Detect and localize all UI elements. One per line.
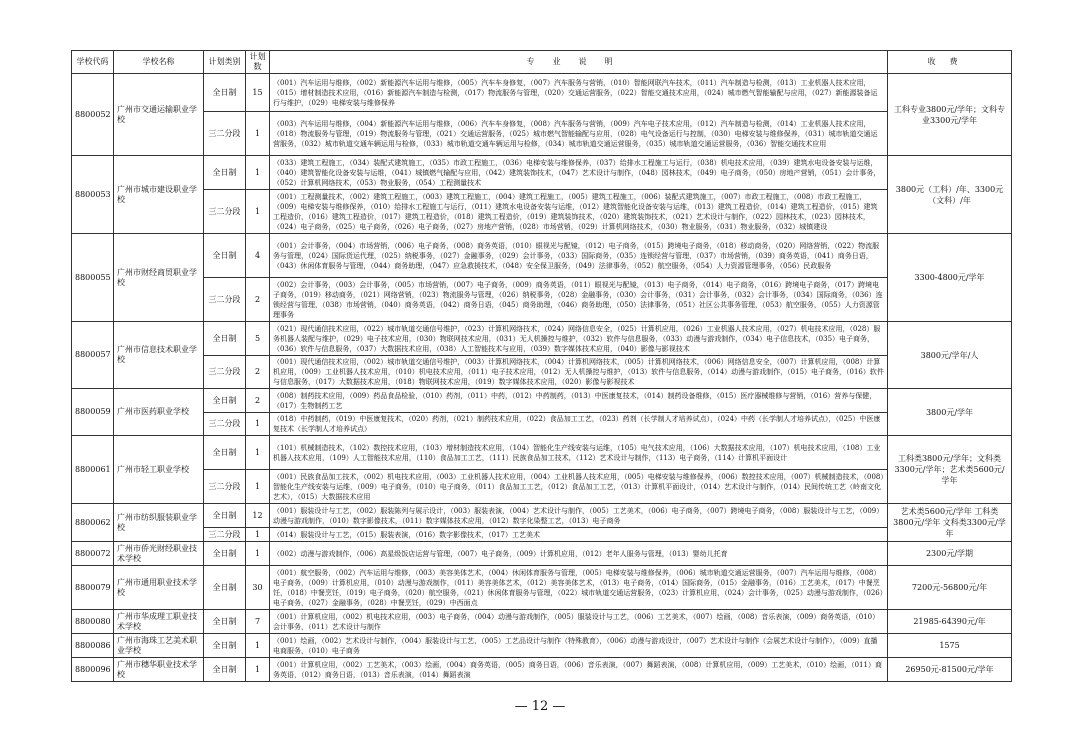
table-row [72, 278, 1012, 322]
school-name: 广州市侨光财经职业技术学校 [114, 542, 204, 566]
plan-type: 全日制 [204, 634, 246, 658]
plan-type: 三二分段 [204, 190, 246, 234]
table-row [72, 74, 1012, 112]
school-code: 8800055 [72, 234, 114, 322]
table-row [72, 542, 1012, 566]
fee-value: 7200元-56800元/年 [888, 566, 1012, 610]
plan-type: 全日制 [204, 566, 246, 610]
major-list: （001）现代通信技术应用，（002）城市轨道交通信号维护，（003）计算机网络技术，（004）计算机网络技术，（005）计算机网络技术，（006）网络信息安全，（007）计算机应用，（008）计算机应用，（009）工业机器人技术应用，（010）机电技术应用，（011）电子技术应用，（012）无人机操控与维护，（013）软件与信息服务，（014）动漫与游戏制作，（015）电子商务，（016）软件与信息服务，（017）大数据技术应用，（018）物联网技术应用，（019）数字媒体技术应用，（020）影像与影视技术 [270, 356, 888, 389]
major-list: （001）服装设计与工艺，（002）服装陈列与展示设计，（003）服装表演，（004）艺术设计与制作，（005）工艺美术，（006）电子商务，（007）跨境电子商务，（008）服装设计与工艺，（009）动漫与游戏制作，（010）数字影像技术，（011）数字媒体技术应用，（012）数字化染整工艺，（013）电子商务 [270, 504, 888, 528]
major-list: （001）会计事务，（004）市场营销，（006）电子商务，（008）商务英语，（010）眼视光与配镜，（012）电子商务，（015）跨境电子商务，（018）移动商务，（020）网络营销，（022）物流服务与管理，（024）国际货运代理，（025）纳税事务，（027）金融事务，（029）会计事务，（033）国际商务，（035）连锁经营与管理，（037）市场营销，（039）商务英语，（041）商务日语，（043）休闲体育服务与管理，（044）商务助理，（047）应急救援技术，（048）安全保卫服务，（049）法律事务，（052）航空服务，（054）人力资源管理事务，（056）民政服务 [270, 234, 888, 278]
enrollment-table [71, 50, 1012, 682]
table-row [72, 658, 1012, 682]
plan-count: 1 [246, 436, 270, 470]
table-row [72, 566, 1012, 610]
major-list: （101）机械制造技术，（102）数控技术应用，（103）增材制造技术应用，（104）智能化生产线安装与运维，（105）电气技术应用，（106）大数据技术应用，（107）机电技术应用，（108）工业机器人技术应用，（109）人工智能技术应用，（110）食品加工工艺，（111）民族食品加工技术，（112）艺术设计与制作，（113）电子商务，（114）计算机平面设计 [270, 436, 888, 470]
plan-count: 30 [246, 566, 270, 610]
plan-type: 全日制 [204, 658, 246, 682]
school-name: 广州市财经商贸职业学校 [114, 234, 204, 322]
major-list: （021）现代通信技术应用，（022）城市轨道交通信号维护，（023）计算机网络技术，（024）网络信息安全，（025）计算机应用，（026）工业机器人技术应用，（027）机电技术应用，（028）服务机器人装配与维护，（029）电子技术应用，（030）物联网技术应用，（031）无人机操控与维护，（032）软件与信息服务，（033）动漫与游戏制作，（034）电子信息技术，（035）电子商务，（036）软件与信息服务，（037）大数据技术应用，（038）人工智能技术与应用，（039）数字媒体技术应用，（040）影像与影视技术 [270, 322, 888, 356]
plan-type: 三二分段 [204, 413, 246, 436]
plan-count: 1 [246, 413, 270, 436]
table-row [72, 413, 1012, 436]
plan-type: 全日制 [204, 389, 246, 413]
school-name: 广州市华成理工职业技术学校 [114, 610, 204, 634]
plan-type: 三二分段 [204, 278, 246, 322]
plan-type: 全日制 [204, 542, 246, 566]
school-name: 广州市医药职业学校 [114, 389, 204, 436]
header-school-code: 学校代码 [72, 51, 114, 74]
plan-type: 全日制 [204, 322, 246, 356]
fee-value: 3800元/学年 [888, 389, 1012, 436]
plan-count: 1 [246, 528, 270, 542]
fee-value: 工科专业3800元/学年；文科专业3300元/学年 [888, 74, 1012, 156]
major-list: （002）动漫与游戏制作，（006）高星级饭店运营与管理，（007）电子商务，（009）计算机应用，（012）老年人服务与管理，（013）婴幼儿托育 [270, 542, 888, 566]
school-code: 8800057 [72, 322, 114, 389]
school-name: 广州市信息技术职业学校 [114, 322, 204, 389]
major-list: （001）工程测量技术，（002）建筑工程施工，（003）建筑工程施工，（004）建筑工程施工，（005）建筑工程施工，（006）装配式建筑施工，（007）市政工程施工，（008）市政工程施工，（009）电梯安装与维修保养，（010）给排水工程施工与运行，（011）建筑水电设备安装与运维，（012）建筑智能化设备安装与运维，（013）建筑工程造价，（014）建筑工程造价，（015）建筑工程造价，（016）建筑工程造价，（017）建筑工程造价，（018）建筑工程造价，（019）建筑装饰技术，（020）建筑装饰技术，（021）艺术设计与制作，（022）园林技术，（023）园林技术，（024）电子商务，（025）电子商务，（026）电子商务，（027）房地产营销，（028）市场营销，（029）计算机网络技术，（030）物业服务，（031）物业服务，（032）城镇建设 [270, 190, 888, 234]
school-code: 8800052 [72, 74, 114, 156]
header-major-description: 专业说明 [270, 51, 888, 74]
major-list: （001）绘画，（002）艺术设计与制作，（004）服装设计与工艺，（005）工艺品设计与制作（特殊教育），（006）动漫与游戏设计，（007）艺术设计与制作（会展艺术设计与制作），（009）直播电商服务，（010）电子商务 [270, 634, 888, 658]
major-list: （002）会计事务，（003）会计事务，（005）市场营销，（007）电子商务，（009）商务英语，（011）眼视光与配镜，（013）电子商务，（014）电子商务，（016）跨境电子商务，（017）跨境电子商务，（019）移动商务，（021）网络营销，（023）物流服务与管理，（026）纳税事务，（028）金融事务，（030）会计事务，（031）会计事务，（032）会计事务，（034）国际商务，（036）连锁经营与管理，（038）市场营销，（040）商务英语，（042）商务日语，（045）商务助理，（046）商务助理，（050）法律事务，（051）社区公共事务管理，（053）航空服务，（055）人力资源管理事务 [270, 278, 888, 322]
major-list: （001）航空服务，（002）汽车运用与维修，（003）美容美体艺术，（004）休闲体育服务与管理，（005）电梯安装与维修保养，（006）城市轨道交通运营服务，（007）汽车运用与维修，（008）电子商务，（009）计算机应用，（010）动漫与游戏制作，（011）美容美体艺术，（012）美容美体艺术，（013）电子商务，（014）国际商务，（015）金融事务，（016）工艺美术，（017）中餐烹饪，（018）中餐烹饪，（019）电子商务，（020）航空服务，（021）休闲体育服务与管理，（022）城市轨道交通运营服务，（023）计算机应用，（024）会计事务，（025）动漫与游戏制作，（026）电子商务，（027）金融事务，（028）中餐烹饪，（029）中西面点 [270, 566, 888, 610]
plan-count: 5 [246, 322, 270, 356]
fee-value: 26950元-81500元/学年 [888, 658, 1012, 682]
table-row [72, 610, 1012, 634]
plan-count: 2 [246, 278, 270, 322]
school-code: 8800061 [72, 436, 114, 504]
table-row [72, 234, 1012, 278]
school-code: 8800053 [72, 156, 114, 234]
school-code: 8800080 [72, 610, 114, 634]
plan-type: 全日制 [204, 156, 246, 190]
fee-value: 3800元/学年/人 [888, 322, 1012, 389]
plan-count: 4 [246, 234, 270, 278]
plan-type: 全日制 [204, 436, 246, 470]
table-row [72, 322, 1012, 356]
plan-count: 1 [246, 658, 270, 682]
plan-type: 三二分段 [204, 112, 246, 156]
school-name: 广州市通用职业技术学校 [114, 566, 204, 610]
table-row [72, 634, 1012, 658]
major-list: （001）汽车运用与维修，（002）新能源汽车运用与维修，（005）汽车车身修复，（007）汽车服务与营销，（010）智能网联汽车技术，（011）汽车制造与检测，（013）工业机器人技术应用，（015）增材制造技术应用，（016）新能源汽车制造与检测，（017）物流服务与管理，（020）交通运营服务，（022）智能交通技术应用，（024）城市燃气智能输配与应用，（027）新能源装备运行与维护，（029）电梯安装与维修保养 [270, 74, 888, 112]
major-list: （003）汽车运用与维修，（004）新能源汽车运用与维修，（006）汽车车身修复，（008）汽车服务与营销，（009）汽车电子技术应用，（012）汽车制造与检测，（014）工业机器人技术应用，（018）物流服务与管理，（019）物流服务与管理，（021）交通运营服务，（025）城市燃气智能输配与应用，（028）电气设备运行与控制，（030）电梯安装与维修保养，（031）城市轨道交通运营服务，（032）城市轨道交通车辆运用与检修，（033）城市轨道交通车辆运用与检修，（034）城市轨道交通运营服务，（035）城市轨道交通运营服务，（036）智能交通技术应用 [270, 112, 888, 156]
table-row [72, 470, 1012, 504]
school-code: 8800059 [72, 389, 114, 436]
table-row [72, 389, 1012, 413]
page-number: — 12 — [514, 699, 566, 714]
major-list: （018）中药制药，（019）中医康复技术，（020）药剂，（021）制药技术应用，（022）食品加工工艺，（023）药剂（长学制人才培养试点），（024）中药（长学制人才培养试点），（025）中医康复技术（长学制人才培养试点） [270, 413, 888, 436]
fee-value: 2300元/学期 [888, 542, 1012, 566]
plan-count: 1 [246, 156, 270, 190]
header-school-name: 学校名称 [114, 51, 204, 74]
plan-count: 1 [246, 112, 270, 156]
fee-value: 3800元（工科）/年、3300元（文科）/年 [888, 156, 1012, 234]
plan-count: 12 [246, 504, 270, 528]
school-code: 8800062 [72, 504, 114, 542]
plan-count: 2 [246, 356, 270, 389]
plan-count: 1 [246, 470, 270, 504]
major-list: （001）民族食品加工技术，（002）机电技术应用，（003）工业机器人技术应用，（004）工业机器人技术应用，（005）电梯安装与维修保养，（006）数控技术应用，（007）机械制造技术，（008）智能化生产线安装与运维，（009）电子商务，（010）电子商务，（011）食品加工工艺，（012）食品加工工艺，（013）计算机平面设计，（014）艺术设计与制作，（014）民间传统工艺（岭南文化艺术），（015）大数据技术应用 [270, 470, 888, 504]
table-header-row [72, 51, 1012, 74]
school-code: 8800086 [72, 634, 114, 658]
table-row [72, 528, 1012, 542]
school-name: 广州市城市建设职业学校 [114, 156, 204, 234]
major-list: （033）建筑工程施工，（034）装配式建筑施工，（035）市政工程施工，（036）电梯安装与维修保养，（037）给排水工程施工与运行，（038）机电技术应用，（039）建筑水电设备安装与运维，（040）建筑智能化设备安装与运维，（041）城镇燃气输配与应用，（042）建筑装饰技术，（047）艺术设计与制作，（048）园林技术，（049）电子商务，（050）房地产营销，（051）会计事务，（052）计算机网络技术，（053）物业服务，（054）工程测量技术 [270, 156, 888, 190]
school-code: 8800072 [72, 542, 114, 566]
school-name: 广州市海珠工艺美术职业学校 [114, 634, 204, 658]
plan-count: 7 [246, 610, 270, 634]
major-list: （001）计算机应用，（002）工艺美术，（003）绘画，（004）商务英语，（005）商务日语，（006）音乐表演，（007）舞蹈表演，（008）计算机应用，（009）工艺美术，（010）绘画，（011）商务英语，（012）商务日语，（013）音乐表演，（014）舞蹈表演 [270, 658, 888, 682]
fee-value: 3300-4800元/学年 [888, 234, 1012, 322]
school-name: 广州市穗华职业技术学校 [114, 658, 204, 682]
table-row [72, 190, 1012, 234]
school-name: 广州市纺织服装职业学校 [114, 504, 204, 542]
plan-count: 15 [246, 74, 270, 112]
header-plan-type: 计划类别 [204, 51, 246, 74]
major-list: （014）服装设计与工艺，（015）服装表演，（016）数字影像技术，（017）工艺美术 [270, 528, 888, 542]
major-list: （001）计算机应用，（002）机电技术应用，（003）电子商务，（004）动漫与游戏制作，（005）服装设计与工艺，（006）工艺美术，（007）绘画，（008）音乐表演，（009）商务英语，（010）会计事务，（011）艺术设计与制作 [270, 610, 888, 634]
plan-count: 1 [246, 634, 270, 658]
plan-type: 全日制 [204, 610, 246, 634]
table-row [72, 436, 1012, 470]
school-code: 8800079 [72, 566, 114, 610]
plan-type: 三二分段 [204, 470, 246, 504]
table-row [72, 504, 1012, 528]
plan-type: 全日制 [204, 74, 246, 112]
plan-count: 1 [246, 190, 270, 234]
fee-value: 21985-64390元/年 [888, 610, 1012, 634]
fee-value: 艺术类5600元/学年 工科类3800元/学年 文科类3300元/学年 [888, 504, 1012, 542]
plan-count: 1 [246, 542, 270, 566]
plan-count: 2 [246, 389, 270, 413]
table-row [72, 356, 1012, 389]
school-code: 8800096 [72, 658, 114, 682]
plan-type: 三二分段 [204, 528, 246, 542]
school-name: 广州市轻工职业学校 [114, 436, 204, 504]
fee-value: 1575 [888, 634, 1012, 658]
table-row [72, 156, 1012, 190]
header-fee: 收费 [888, 51, 1012, 74]
table-row [72, 112, 1012, 156]
plan-type: 全日制 [204, 504, 246, 528]
school-name: 广州市交通运输职业学校 [114, 74, 204, 156]
fee-value: 工科类3800元/学年；文科类3300元/学年；艺术类5600元/学年 [888, 436, 1012, 504]
plan-type: 三二分段 [204, 356, 246, 389]
major-list: （008）制药技术应用，（009）药品食品检验，（010）药剂，（011）中药，（012）中药制药，（013）中医康复技术，（014）制药设备维修，（015）医疗器械维修与营销，（016）营养与保健，（017）生物制药工艺 [270, 389, 888, 413]
plan-type: 全日制 [204, 234, 246, 278]
header-plan-count: 计划数 [246, 51, 270, 74]
